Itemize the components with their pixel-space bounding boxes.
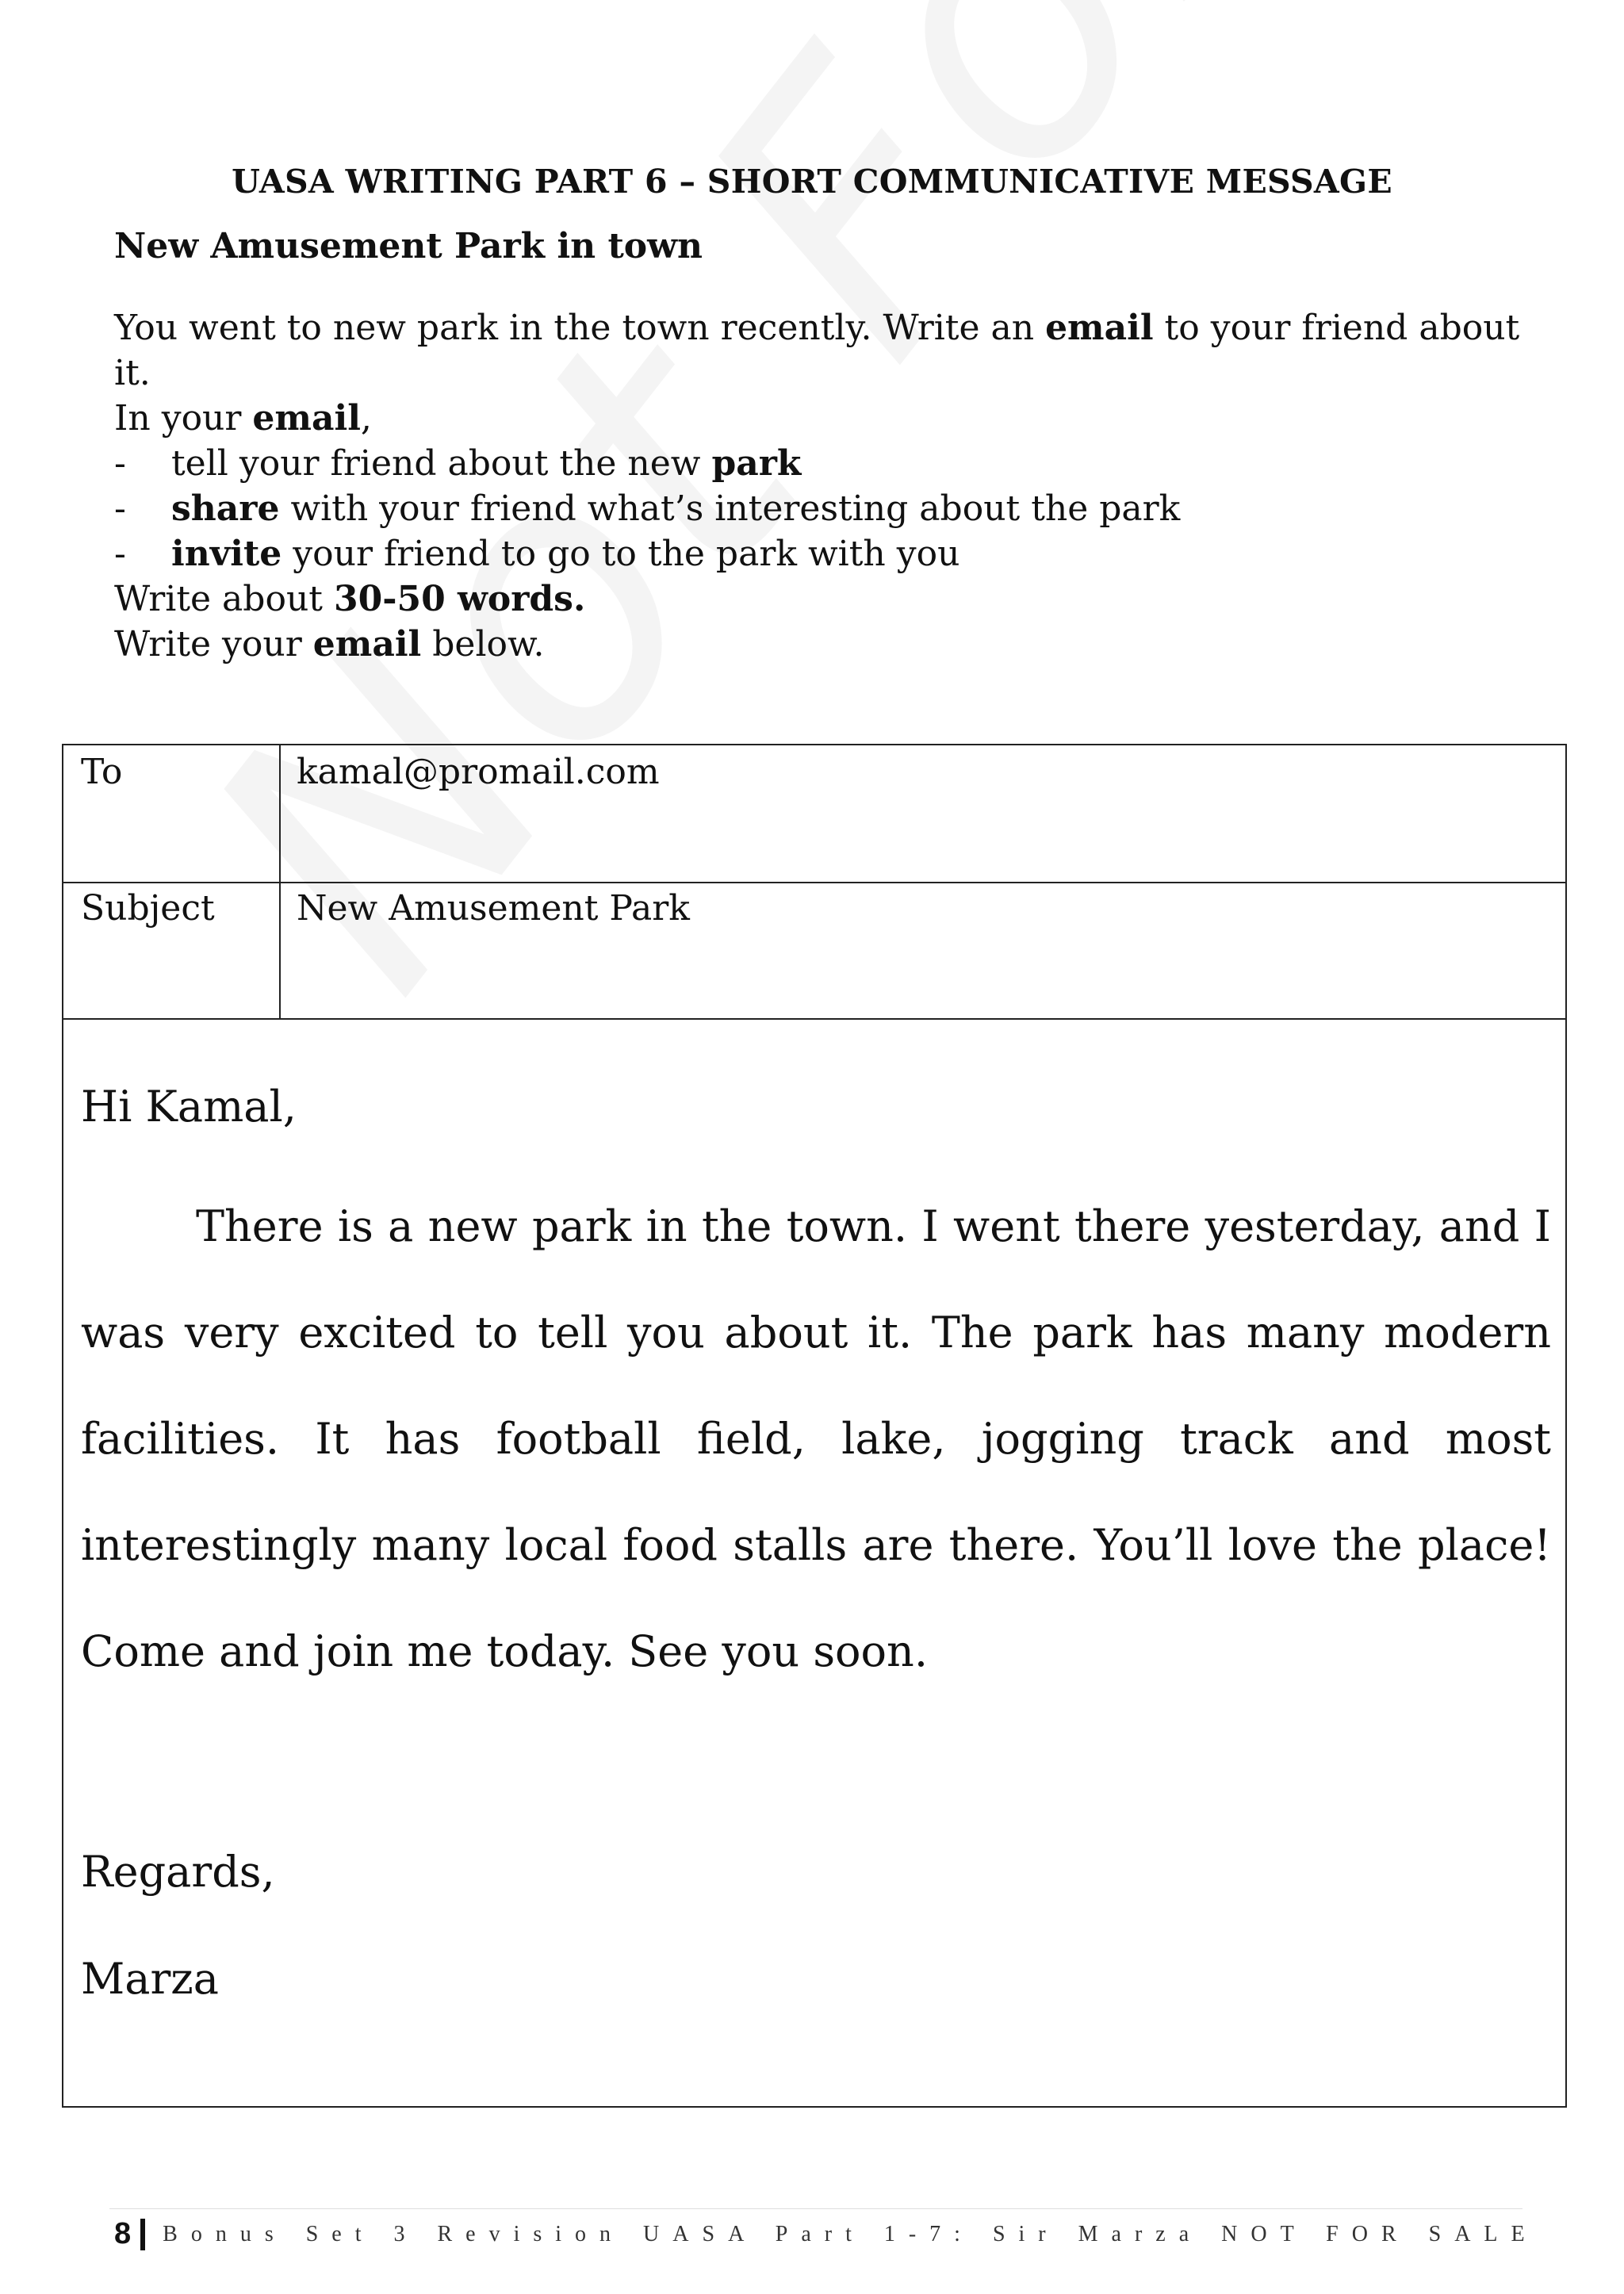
page-heading: UASA WRITING PART 6 – SHORT COMMUNICATIVE MESSAGE bbox=[232, 163, 1392, 201]
subject-value: New Amusement Park bbox=[297, 888, 690, 929]
column-divider bbox=[279, 745, 281, 882]
instructions bbox=[114, 305, 1534, 667]
instruction-bullet: - invite your friend to go to the park with you bbox=[114, 534, 960, 574]
footer-rule bbox=[109, 2208, 1522, 2209]
email-closing: Regards, bbox=[81, 1847, 275, 1897]
instruction-bullet: - tell your friend about the new park bbox=[114, 443, 802, 484]
instruction-word-count: Write about 30-50 words. bbox=[114, 579, 586, 619]
page-number: 8 bbox=[114, 2217, 132, 2250]
instruction-bullet: - share with your friend what’s interesting about the park bbox=[114, 488, 1181, 529]
email-paragraph: There is a new park in the town. I went there yesterday, and I was very excited to tell you about it. The park has many modern facilities. It has football field, lake, jogging track and most interestingly many local food stalls are there. You’ll love the place! Come and join me today. See you soon. bbox=[81, 1201, 1551, 1676]
subject-row bbox=[63, 882, 1565, 1020]
to-row bbox=[63, 745, 1565, 883]
footer-text: Bonus Set 3 Revision UASA Part 1-7: Sir Marza NOT FOR SALE bbox=[163, 2221, 1538, 2246]
task-title: New Amusement Park in town bbox=[114, 226, 703, 266]
footer-separator bbox=[140, 2219, 145, 2250]
to-value: kamal@promail.com bbox=[297, 752, 660, 792]
email-greeting: Hi Kamal, bbox=[81, 1082, 297, 1132]
instruction-intro: You went to new park in the town recently. Write an email to your friend about it. bbox=[114, 308, 1520, 393]
email-form-table bbox=[62, 744, 1567, 2108]
email-signature: Marza bbox=[81, 1954, 219, 2004]
page-footer bbox=[114, 2217, 1538, 2251]
to-label: To bbox=[81, 752, 123, 792]
instruction-write-below: Write your email below. bbox=[114, 624, 545, 664]
instruction-in-your-email: In your email, bbox=[114, 398, 372, 439]
column-divider bbox=[279, 882, 281, 1018]
subject-label: Subject bbox=[81, 888, 215, 929]
